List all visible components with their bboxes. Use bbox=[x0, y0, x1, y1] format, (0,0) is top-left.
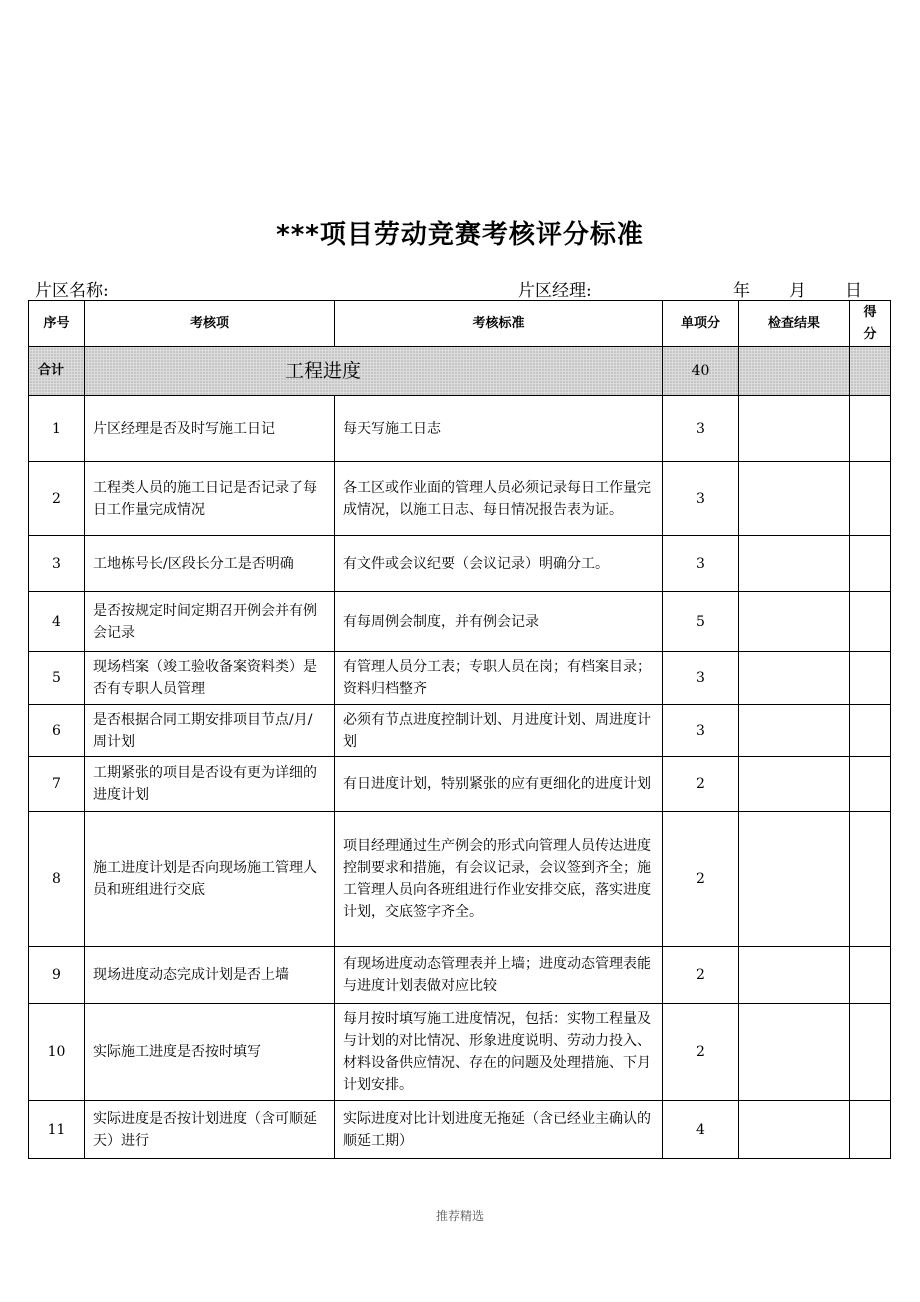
row-seq: 10 bbox=[29, 1004, 85, 1101]
row-points: 5 bbox=[663, 592, 739, 652]
row-standard: 有每周例会制度，并有例会记录 bbox=[335, 592, 663, 652]
section-name: 工程进度 bbox=[85, 347, 663, 396]
table-row bbox=[29, 947, 891, 1004]
table-row bbox=[29, 536, 891, 592]
table-row bbox=[29, 592, 891, 652]
row-item: 工地栋号长/区段长分工是否明确 bbox=[85, 536, 335, 592]
row-points: 4 bbox=[663, 1101, 739, 1159]
row-standard: 各工区或作业面的管理人员必须记录每日工作量完成情况，以施工日志、每日情况报告表为证。 bbox=[335, 462, 663, 536]
row-score bbox=[850, 1004, 891, 1101]
row-score bbox=[850, 705, 891, 757]
row-standard: 项目经理通过生产例会的形式向管理人员传达进度控制要求和措施，有会议记录，会议签到齐全；施工管理人员向各班组进行作业安排交底，落实进度计划，交底签字齐全。 bbox=[335, 812, 663, 947]
table-row bbox=[29, 1101, 891, 1159]
table-row bbox=[29, 705, 891, 757]
total-score-cell bbox=[850, 347, 891, 396]
row-points: 3 bbox=[663, 536, 739, 592]
row-standard: 有日进度计划，特别紧张的应有更细化的进度计划 bbox=[335, 757, 663, 812]
table-header-row bbox=[29, 301, 891, 347]
header-item: 考核项 bbox=[85, 301, 335, 347]
row-points: 3 bbox=[663, 705, 739, 757]
date-year-label: 年 bbox=[733, 281, 750, 301]
row-seq: 1 bbox=[29, 396, 85, 462]
row-result bbox=[739, 1004, 850, 1101]
row-seq: 5 bbox=[29, 652, 85, 705]
district-name-label: 片区名称: bbox=[35, 281, 109, 301]
row-score bbox=[850, 757, 891, 812]
row-item: 现场档案（竣工验收备案资料类）是否有专职人员管理 bbox=[85, 652, 335, 705]
row-result bbox=[739, 812, 850, 947]
total-label: 合计 bbox=[29, 347, 85, 396]
total-row bbox=[29, 347, 891, 396]
row-standard: 有管理人员分工表；专职人员在岗；有档案目录；资料归档整齐 bbox=[335, 652, 663, 705]
row-score bbox=[850, 462, 891, 536]
date-month-label: 月 bbox=[789, 281, 806, 301]
row-item: 是否根据合同工期安排项目节点/月/周计划 bbox=[85, 705, 335, 757]
row-item: 施工进度计划是否向现场施工管理人员和班组进行交底 bbox=[85, 812, 335, 947]
row-item: 实际进度是否按计划进度（含可顺延天）进行 bbox=[85, 1101, 335, 1159]
table-row bbox=[29, 757, 891, 812]
row-item: 是否按规定时间定期召开例会并有例会记录 bbox=[85, 592, 335, 652]
row-score bbox=[850, 1101, 891, 1159]
row-result bbox=[739, 705, 850, 757]
row-standard: 有文件或会议纪要（会议记录）明确分工。 bbox=[335, 536, 663, 592]
row-score bbox=[850, 396, 891, 462]
row-seq: 3 bbox=[29, 536, 85, 592]
scoring-table bbox=[28, 300, 891, 1159]
header-score bbox=[850, 301, 891, 347]
row-item: 工期紧张的项目是否设有更为详细的进度计划 bbox=[85, 757, 335, 812]
header-seq: 序号 bbox=[29, 301, 85, 347]
date-day-label: 日 bbox=[845, 281, 862, 301]
row-result bbox=[739, 947, 850, 1004]
row-score bbox=[850, 812, 891, 947]
row-seq: 9 bbox=[29, 947, 85, 1004]
row-points: 3 bbox=[663, 462, 739, 536]
total-points: 40 bbox=[663, 347, 739, 396]
row-points: 2 bbox=[663, 757, 739, 812]
row-points: 2 bbox=[663, 947, 739, 1004]
row-score bbox=[850, 652, 891, 705]
row-result bbox=[739, 757, 850, 812]
document-title: ***项目劳动竞赛考核评分标准 bbox=[276, 220, 644, 250]
header-score-text: 得分 bbox=[863, 304, 877, 342]
row-result bbox=[739, 592, 850, 652]
row-score bbox=[850, 947, 891, 1004]
table-row bbox=[29, 812, 891, 947]
row-standard: 每月按时填写施工进度情况，包括：实物工程量及与计划的对比情况、形象进度说明、劳动力投入、材料设备供应情况、存在的问题及处理措施、下月计划安排。 bbox=[335, 1004, 663, 1101]
row-seq: 4 bbox=[29, 592, 85, 652]
row-seq: 6 bbox=[29, 705, 85, 757]
total-result-cell bbox=[739, 347, 850, 396]
row-points: 3 bbox=[663, 396, 739, 462]
row-result bbox=[739, 1101, 850, 1159]
district-manager-label: 片区经理: bbox=[518, 281, 592, 301]
row-item: 现场进度动态完成计划是否上墙 bbox=[85, 947, 335, 1004]
row-standard: 每天写施工日志 bbox=[335, 396, 663, 462]
row-seq: 11 bbox=[29, 1101, 85, 1159]
row-item: 工程类人员的施工日记是否记录了每日工作量完成情况 bbox=[85, 462, 335, 536]
row-result bbox=[739, 536, 850, 592]
row-result bbox=[739, 396, 850, 462]
row-points: 2 bbox=[663, 1004, 739, 1101]
row-standard: 实际进度对比计划进度无拖延（含已经业主确认的顺延工期） bbox=[335, 1101, 663, 1159]
header-result: 检查结果 bbox=[739, 301, 850, 347]
row-seq: 7 bbox=[29, 757, 85, 812]
row-standard: 必须有节点进度控制计划、月进度计划、周进度计划 bbox=[335, 705, 663, 757]
row-item: 片区经理是否及时写施工日记 bbox=[85, 396, 335, 462]
row-score bbox=[850, 536, 891, 592]
row-score bbox=[850, 592, 891, 652]
row-points: 3 bbox=[663, 652, 739, 705]
row-result bbox=[739, 652, 850, 705]
row-item: 实际施工进度是否按时填写 bbox=[85, 1004, 335, 1101]
header-points: 单项分 bbox=[663, 301, 739, 347]
row-seq: 8 bbox=[29, 812, 85, 947]
table-row bbox=[29, 462, 891, 536]
row-seq: 2 bbox=[29, 462, 85, 536]
table-row bbox=[29, 1004, 891, 1101]
table-row bbox=[29, 396, 891, 462]
table-row bbox=[29, 652, 891, 705]
footer-text: 推荐精选 bbox=[435, 1209, 484, 1223]
row-result bbox=[739, 462, 850, 536]
row-points: 2 bbox=[663, 812, 739, 947]
row-standard: 有现场进度动态管理表并上墙；进度动态管理表能与进度计划表做对应比较 bbox=[335, 947, 663, 1004]
header-standard: 考核标准 bbox=[335, 301, 663, 347]
